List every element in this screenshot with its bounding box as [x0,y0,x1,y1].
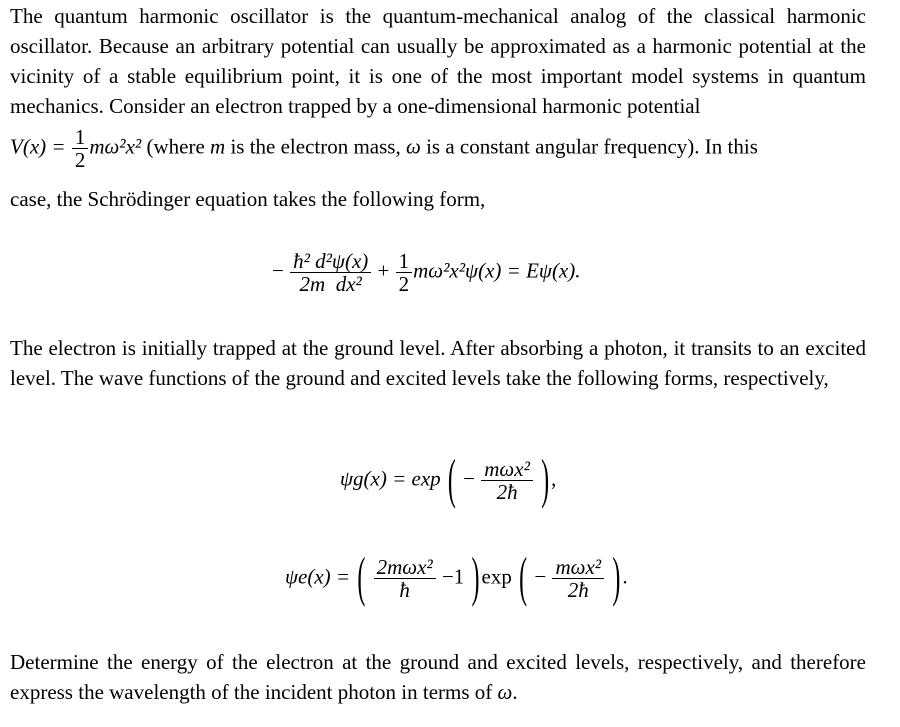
psi-excited-tail: . [622,564,628,589]
middle-text: The electron is initially trapped at the ground level. After absorbing a photon, it transits to an excited level. The wave functions of the ground and excited levels take the following forms, respectively, [10,336,866,390]
intro-last-line [10,184,866,214]
psi-ground-equation [340,450,557,511]
potential-numerator: 1 [72,126,89,149]
schrodinger-term2-den: 2 [398,272,410,297]
intro-paragraph [10,1,866,121]
potential-denominator: 2 [74,148,86,173]
closing-paragraph [10,647,866,707]
psi-excited-inner-num: 2mωx² [374,556,436,579]
psi-excited-equation [285,548,628,609]
schrodinger-term2 [396,250,413,295]
schrodinger-term1-den [290,273,371,295]
schrodinger-plus: + [377,258,390,283]
closing-text: Determine the energy of the electron at the ground and excited levels, respectively, and therefore express the wavelength of the incident photon in terms of [10,650,866,704]
psi-ground-tail: , [551,466,557,491]
schrodinger-equation [272,250,581,295]
psi-ground-right-paren: ) [541,450,550,511]
psi-excited-minus: − [534,564,547,589]
psi-ground-minus: − [463,466,476,491]
schrodinger-term1-den-a: 2m [299,272,326,297]
psi-ground-lhs: ψg(x) = exp [340,466,441,491]
schrodinger-term1-num: ħ² d²ψ(x) [290,250,371,273]
omega-symbol: ω [405,134,421,159]
psi-ground-fraction [481,458,533,503]
potential-note-2: is the electron mass, [225,134,406,159]
schrodinger-term2-num: 1 [396,250,413,273]
closing-omega: ω [497,680,513,704]
psi-ground-den: 2ħ [496,480,518,505]
potential-note-3: is a constant angular frequency). In this [420,134,758,159]
potential-lhs: V(x) = [10,134,66,159]
psi-excited-right-paren-2: ) [612,548,621,609]
psi-excited-left-paren-1: ( [357,548,366,609]
schrodinger-term2-rest: mω²x²ψ(x) = Eψ(x). [413,258,581,283]
potential-line [10,126,866,171]
psi-excited-inner-den: ħ [399,578,410,603]
psi-ground-left-paren: ( [447,450,456,511]
schrodinger-term1-den-b: dx² [335,272,362,297]
psi-excited-lhs: ψe(x) = [285,564,351,589]
psi-excited-fraction [552,556,604,601]
psi-excited-den: 2ħ [567,578,589,603]
intro-text: The quantum harmonic oscillator is the quantum-mechanical analog of the classical harmonic oscillator. Because an arbitrary potential can usually be approximated as a harmonic potential at the vicinity of a stable equilibrium point, it is one of the most important model systems in quantum mechanics. Consider an electron trapped by a one-dimensional harmonic potential [10,4,866,118]
psi-excited-inner-fraction [374,556,436,601]
closing-tail: . [512,680,518,704]
psi-excited-exp: exp [481,564,512,589]
psi-excited-minus-one: −1 [441,564,465,589]
potential-fraction [72,126,89,171]
psi-excited-num: mωx² [552,556,604,579]
middle-paragraph [10,333,866,393]
intro-last-text: case, the Schrödinger equation takes the following form, [10,187,486,211]
psi-excited-right-paren-1: ) [471,548,480,609]
psi-ground-num: mωx² [481,458,533,481]
mass-symbol: m [210,134,226,159]
potential-note-1: (where [146,134,211,159]
schrodinger-sign: − [272,258,284,283]
potential-rhs: mω²x² [89,134,142,159]
schrodinger-term1 [290,250,371,295]
psi-excited-left-paren-2: ( [519,548,528,609]
